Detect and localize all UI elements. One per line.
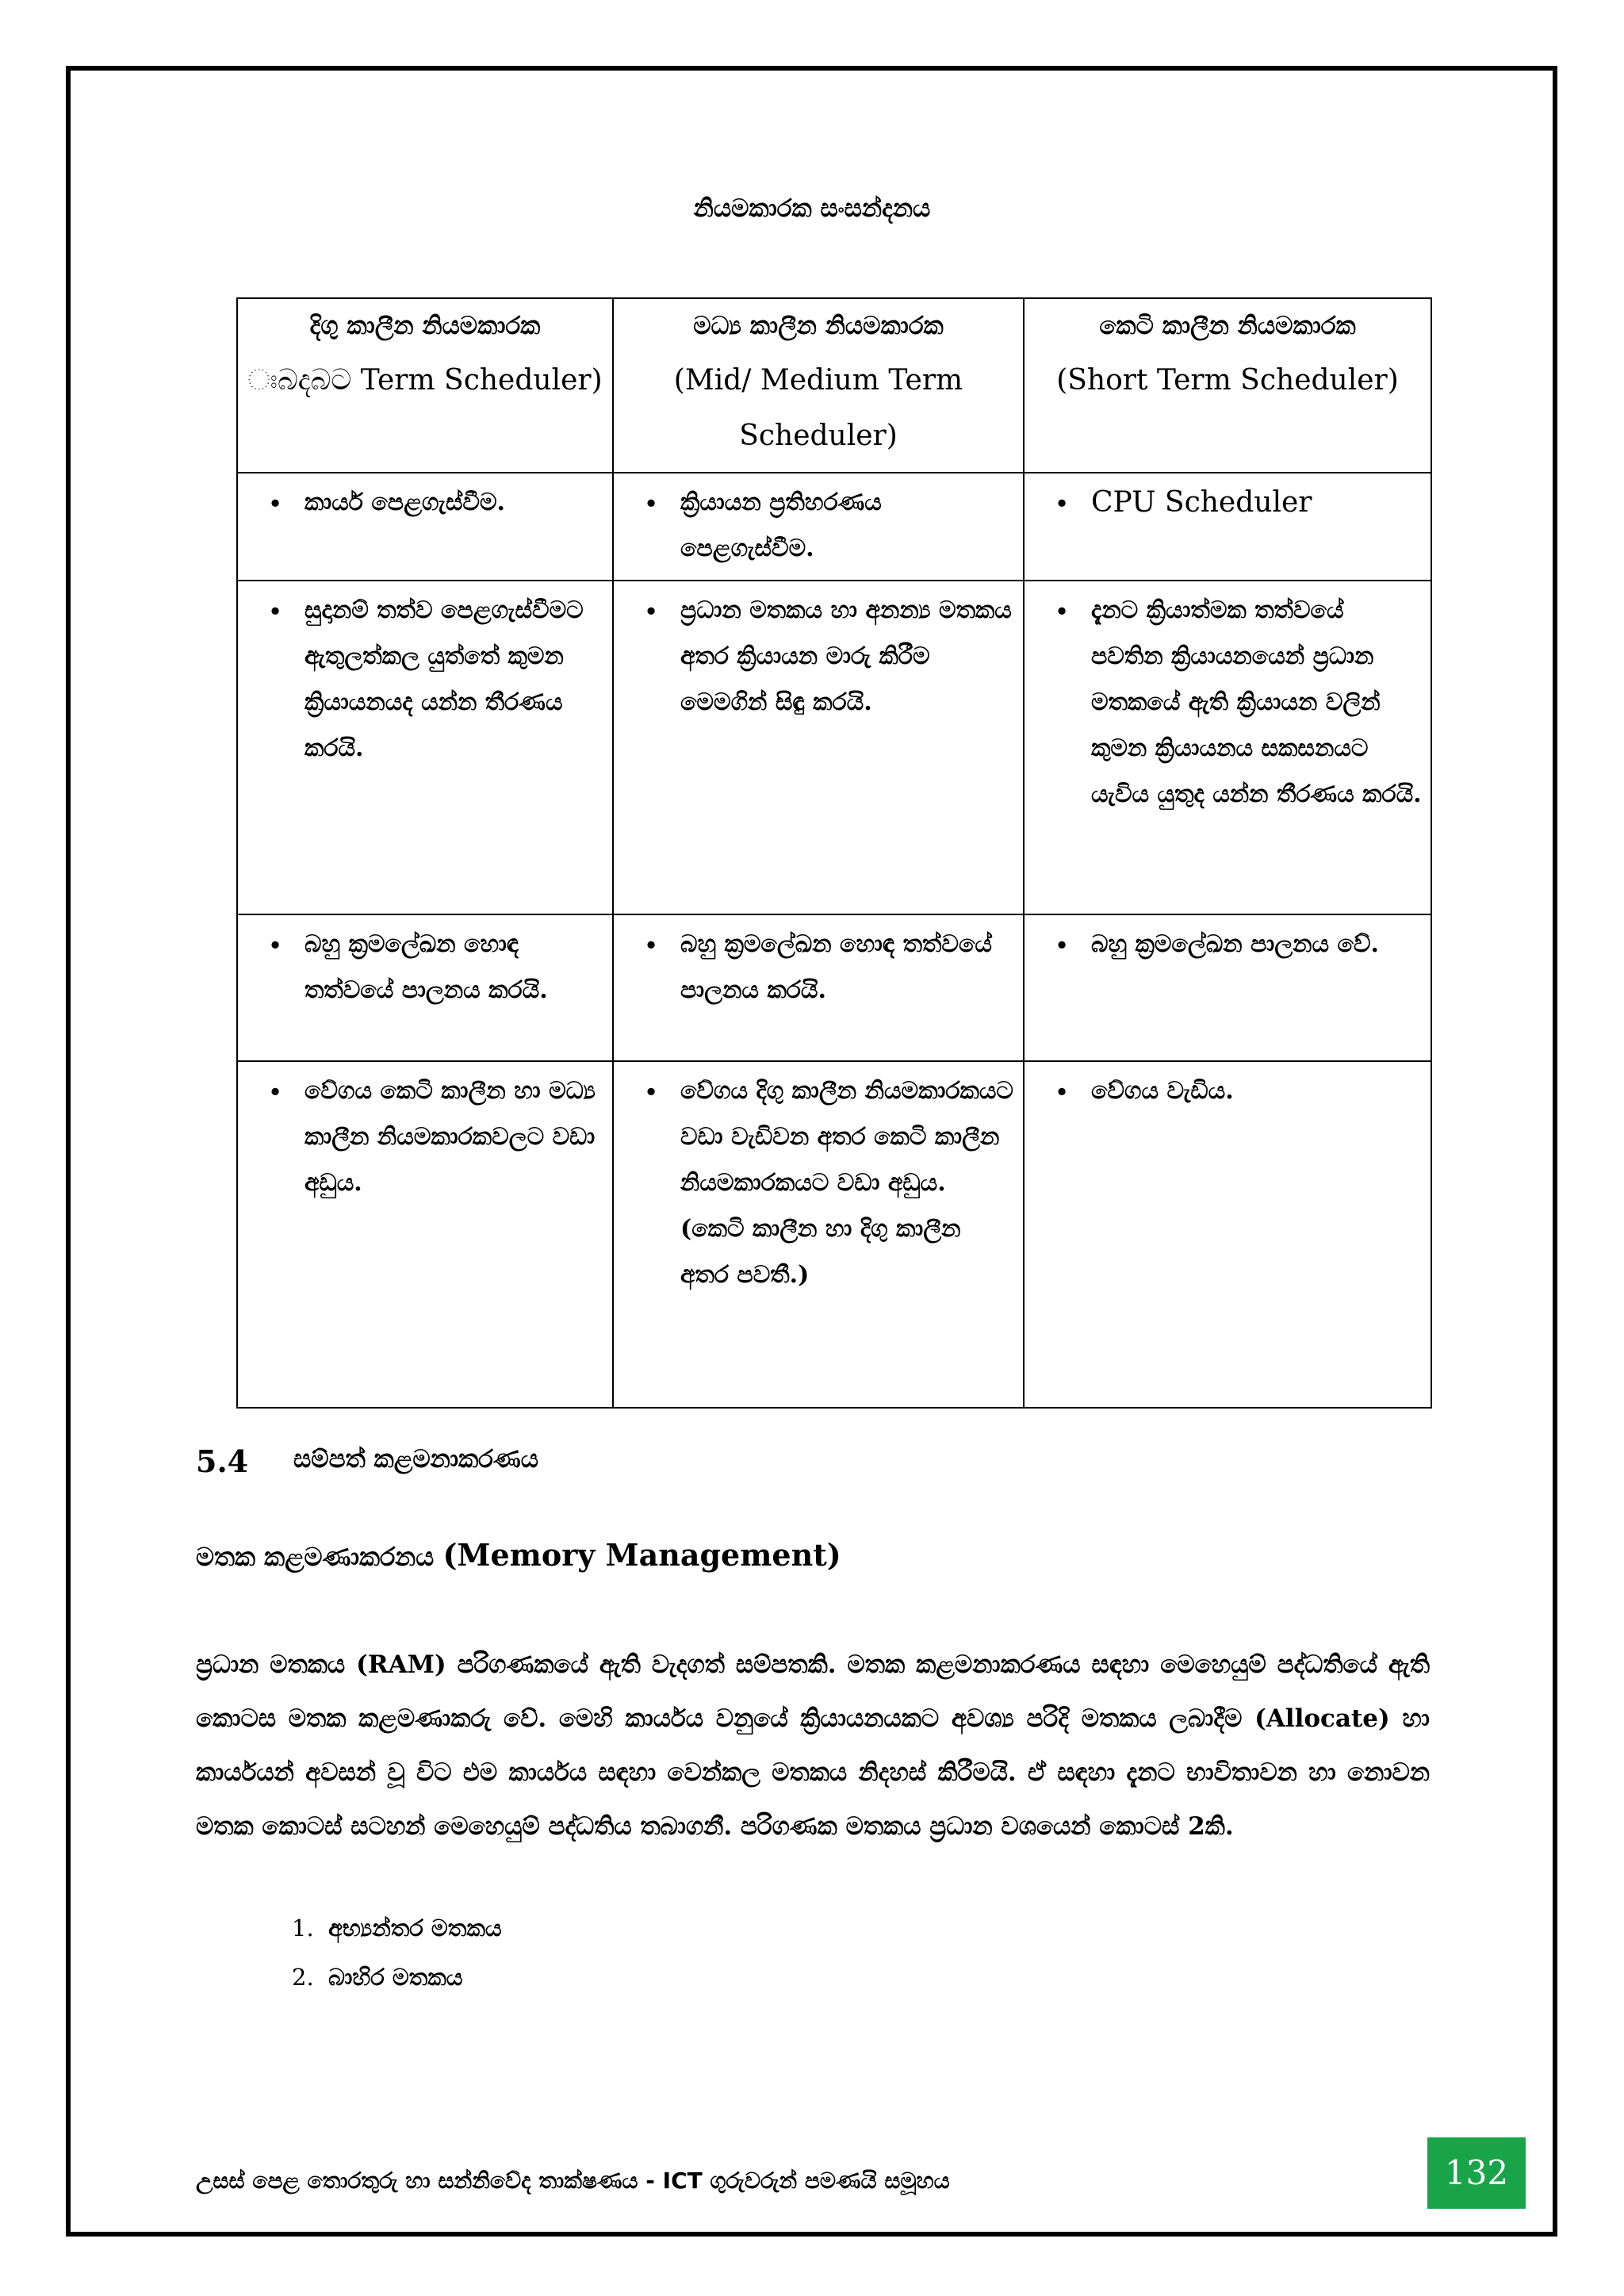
bullet-icon: •: [267, 596, 283, 627]
table-row: [237, 1061, 1431, 1408]
header-medium-term: [613, 298, 1024, 473]
subheading: [196, 1537, 841, 1573]
cell-text: වේගය වැඩිය.: [1091, 1077, 1234, 1105]
bullet-icon: •: [267, 1077, 283, 1107]
header-long-term-en: ඃබදබට Term Scheduler): [247, 364, 603, 397]
table-cell: [613, 581, 1024, 914]
cell-text: ප්‍රධාන මතකය හා අනන්‍ය මතකය අතර ක්‍රියායන මාරු කිරීම මෙමගින් සිඳු කරයි.: [680, 596, 1012, 716]
bullet-icon: •: [1054, 930, 1070, 960]
list-text: බාහිර මතකය: [328, 1964, 463, 1991]
header-short-term-en: (Short Term Scheduler): [1056, 364, 1399, 397]
table-header-row: [237, 298, 1431, 473]
cell-text: බහු ක්‍රමලේඛන හොඳ තත්වයේ පාලනය කරයි.: [680, 930, 992, 1004]
subheading-en: (Memory Management): [442, 1537, 841, 1573]
cell-text: CPU Scheduler: [1091, 486, 1312, 519]
cell-text: දැනට ක්‍රියාත්මක තත්වයේ පවතින ක්‍රියායනයෙන් ප්‍රධාන මතකයේ ඇති ක්‍රියායන වලින් කුමන ක්‍රියායනය සකසනයට යැවිය යුතුද යන්න තීරණය කරයි.: [1091, 596, 1422, 808]
bullet-icon: •: [643, 1077, 659, 1107]
bullet-icon: •: [1054, 596, 1070, 627]
cell-text: ක්‍රියායන ප්‍රතිහරණය පෙළගැස්වීම.: [680, 489, 882, 562]
table-cell: [237, 473, 613, 581]
bullet-icon: •: [1054, 1077, 1070, 1107]
header-medium-term-si: මධ්‍ය කාලීන නියමකාරක: [693, 312, 944, 340]
bullet-icon: •: [1054, 489, 1070, 519]
table-cell: [613, 1061, 1024, 1408]
cell-text: සුදානම් තත්ව පෙළගැස්වීමට ඇතුලත්කල යුත්තේ කුමන ක්‍රියායනයද යන්න තීරණය කරයි.: [304, 596, 584, 762]
cell-text: බහු ක්‍රමලේඛන හොඳ තත්වයේ පාලනය කරයි.: [304, 930, 548, 1004]
header-long-term: [237, 298, 613, 473]
list-text: අභ්‍යන්තර මතකය: [328, 1915, 502, 1941]
cell-text: වේගය කෙටි කාලීන හා මධ්‍ය කාලීන නියමකාරකවලට වඩා අඩුය.: [304, 1077, 596, 1197]
table-cell: [1024, 581, 1431, 914]
table-title: නියමකාරක සංසන්දනය: [693, 194, 931, 223]
page-number-badge: 132: [1427, 2137, 1526, 2209]
footer-text: උසස් පෙළ තොරතුරු හා සන්නිවේද තාක්ෂණය - ICT ගුරුවරුන් පමණයි සමූහය: [196, 2168, 950, 2194]
list-item: [292, 1903, 502, 1953]
header-short-term: [1024, 298, 1431, 473]
cell-text: වේගය දිගු කාලීන නියමකාරකයට වඩා වැඩිවන අතර කෙටි කාලීන නියමකාරකයට වඩා අඩුය. (කෙටි කාලීන හා දිගු කාලීන අතර පවතී.): [680, 1077, 1013, 1289]
table-cell: [613, 914, 1024, 1061]
table-row: [237, 473, 1431, 581]
table-cell: [1024, 914, 1431, 1061]
table-cell: [237, 581, 613, 914]
scheduler-comparison-table: [236, 297, 1432, 1409]
bullet-icon: •: [643, 930, 659, 960]
table-cell: [237, 914, 613, 1061]
bullet-icon: •: [267, 930, 283, 960]
header-short-term-si: කෙටි කාලීන නියමකාරක: [1099, 312, 1356, 340]
table-row: [237, 581, 1431, 914]
list-item: [292, 1953, 502, 2002]
bullet-icon: •: [643, 596, 659, 627]
body-paragraph: ප්‍රධාන මතකය (RAM) පරිගණකයේ ඇති වැදගත් සම්පතකි. මතක කළමනාකරණය සඳහා මෙහෙයුම් පද්ධතියේ ඇති කොටස මතක කළමණාකරු වේ. මෙහි කාර්යය වනුයේ ක්‍රියායනයකට අවශ්‍ය පරිදි මතකය ලබාදීම (Allocate) හා කාර්යයන් අවසන් වූ විට එම කාර්යය සඳහා වෙන්කල මතකය නිදහස් කිරීමයි. ඒ සඳහා දැනට භාවිතාවන හා නොවන මතක කොටස් සටහන් මෙහෙයුම් පද්ධතිය තබාගනී. පරිගණක මතකය ප්‍රධාන වශයෙන් කොටස් 2කි.: [196, 1650, 1430, 1841]
cell-text: බහු ක්‍රමලේඛන පාලනය වේ.: [1091, 930, 1379, 958]
section-number: 5.4: [196, 1443, 249, 1479]
list-number: 1.: [292, 1915, 314, 1941]
bullet-icon: •: [267, 489, 283, 519]
header-long-term-si: දිගු කාලීන නියමකාරක: [309, 312, 541, 340]
memory-types-list: [292, 1903, 502, 2002]
table-cell: [1024, 1061, 1431, 1408]
table-cell: [613, 473, 1024, 581]
section-title: සම්පත් කළමනාකරණය: [293, 1445, 539, 1474]
subheading-si: මතක කළමණාකරනය: [196, 1542, 435, 1572]
table-cell: [237, 1061, 613, 1408]
table-cell: [1024, 473, 1431, 581]
list-number: 2.: [292, 1964, 314, 1991]
table-row: [237, 914, 1431, 1061]
header-medium-term-en: (Mid/ Medium Term Scheduler): [673, 364, 963, 452]
cell-text: කාර්ය පෙළගැස්වීම.: [304, 489, 505, 516]
bullet-icon: •: [643, 489, 659, 519]
